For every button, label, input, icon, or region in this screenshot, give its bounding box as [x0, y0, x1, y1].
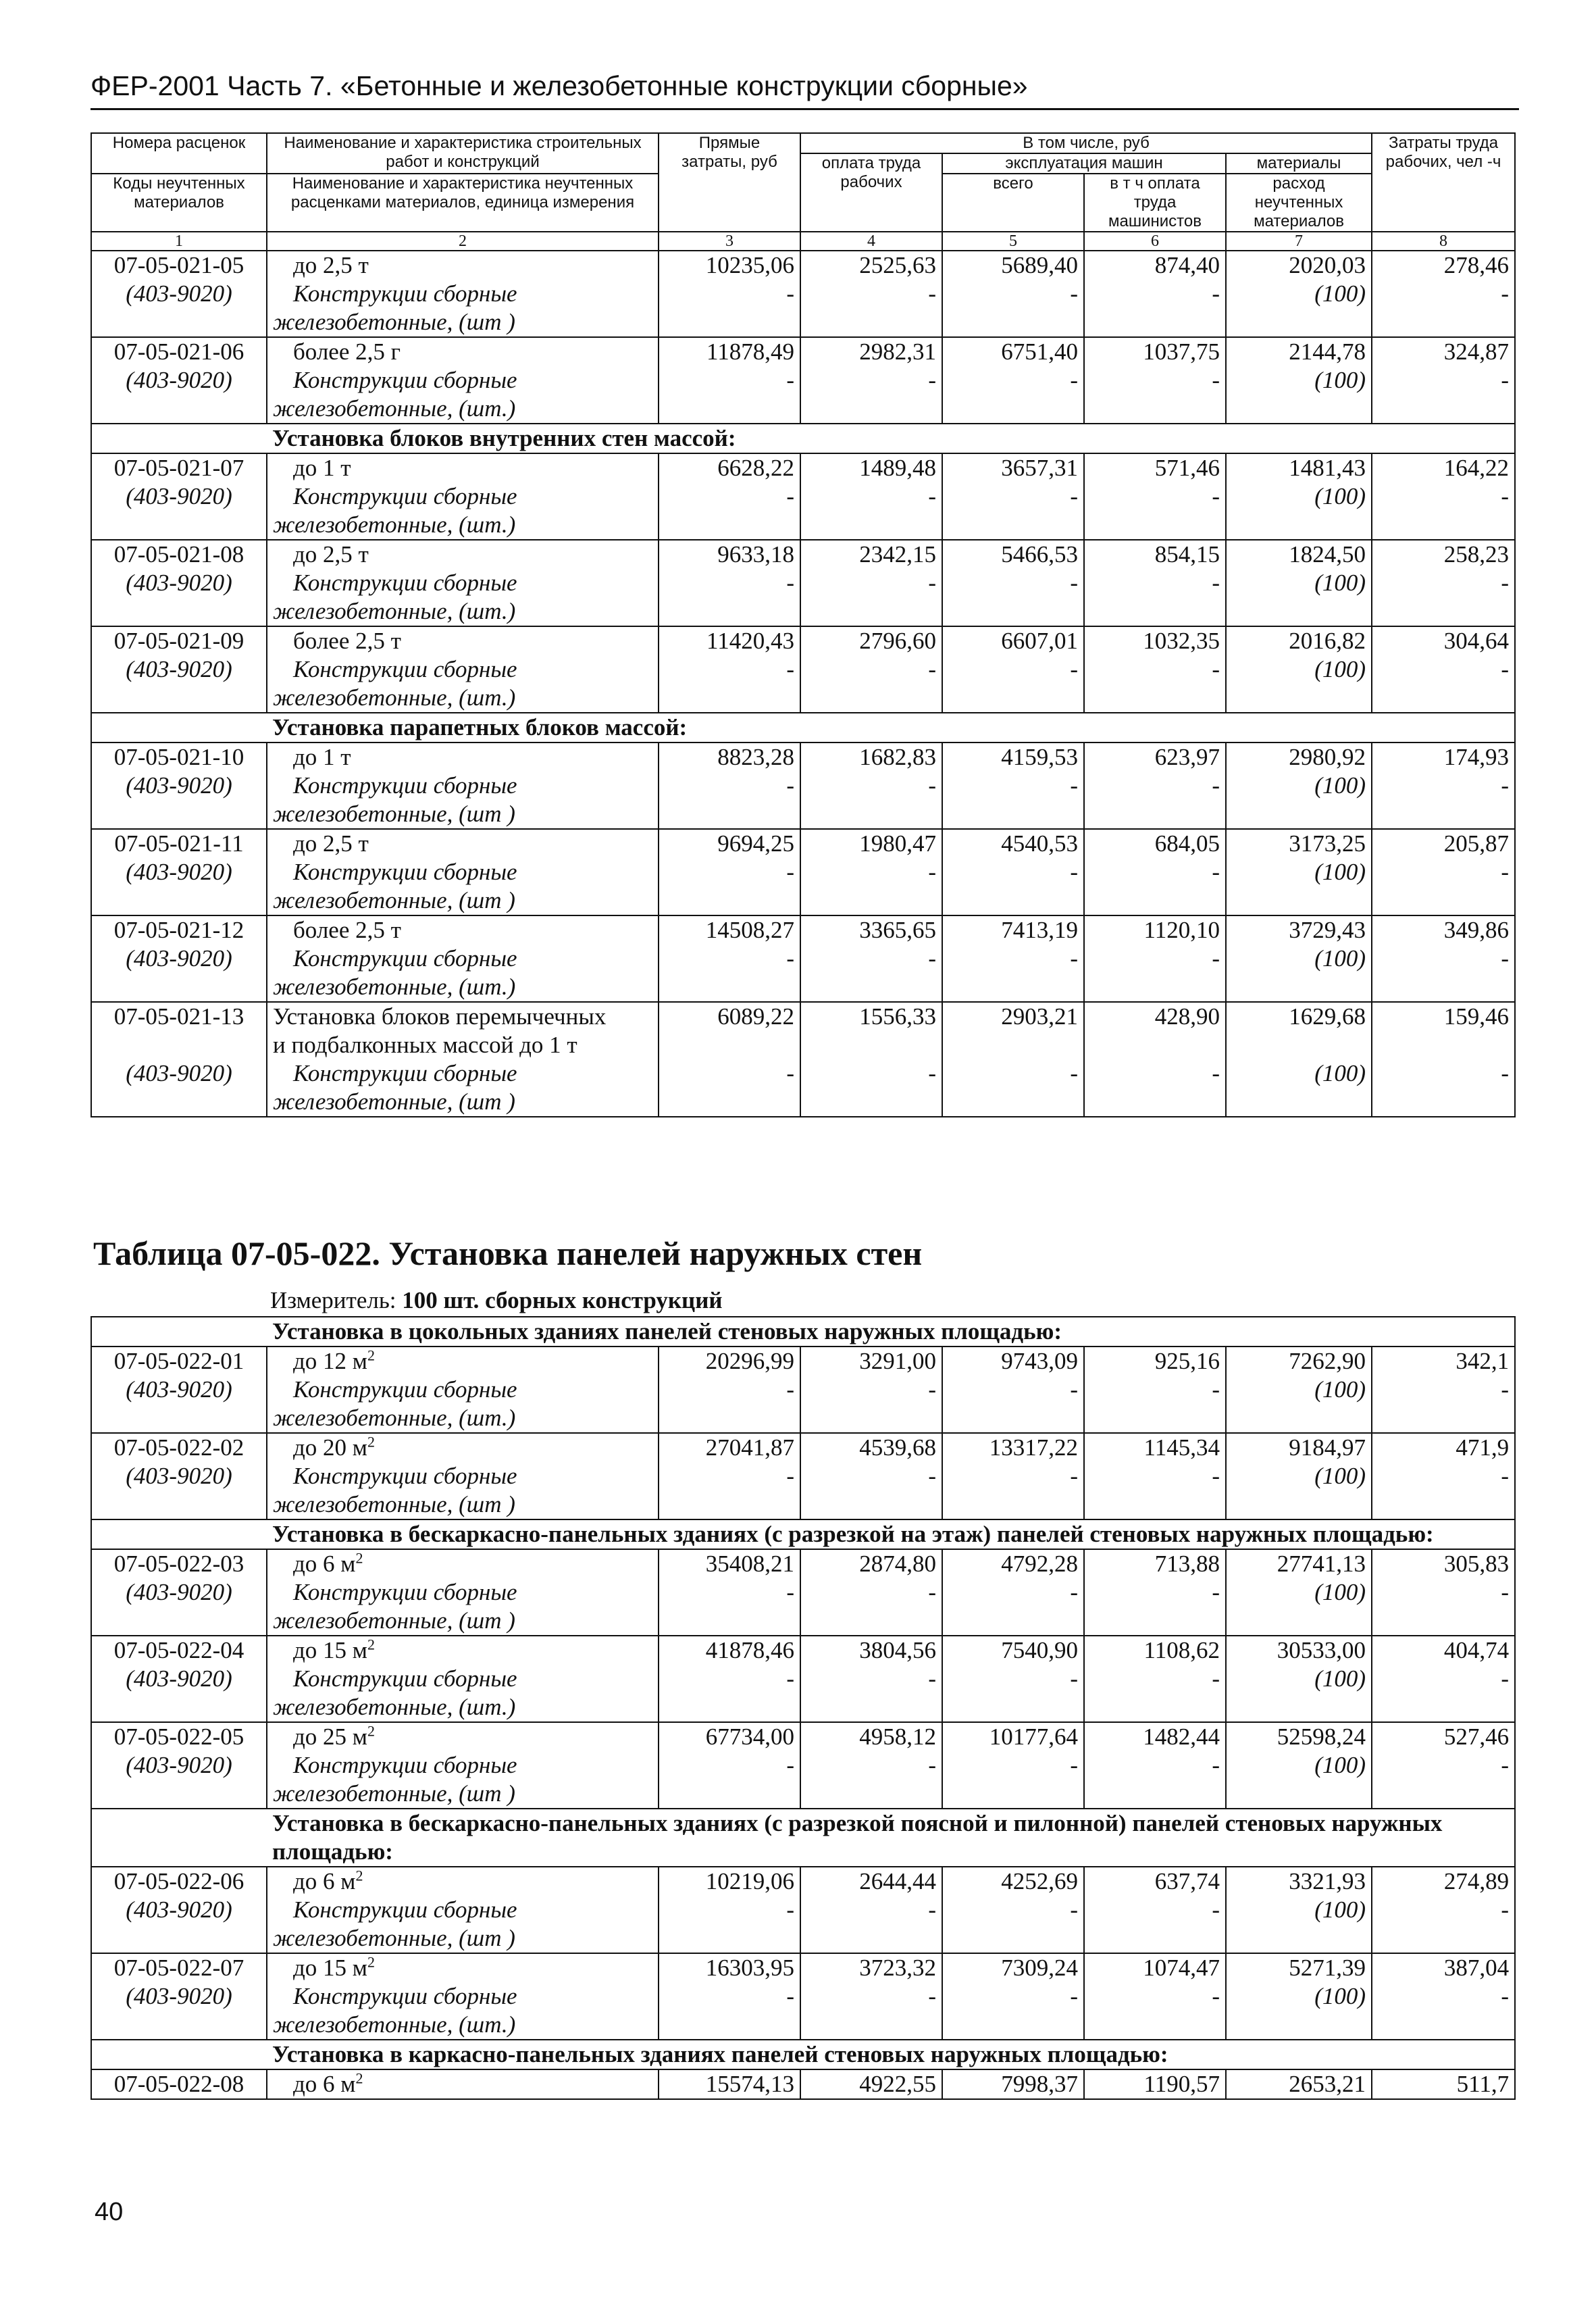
header-wages: оплата труда рабочих: [800, 153, 942, 232]
labor: 159,46 -: [1372, 1002, 1515, 1117]
col-number: 8: [1372, 232, 1515, 251]
machines-total: 4540,53 -: [942, 829, 1084, 915]
materials: 1629,68 (100): [1226, 1002, 1372, 1117]
labor: 324,87 -: [1372, 337, 1515, 424]
direct-costs: 11878,49 -: [659, 337, 800, 424]
rate-code: 07-05-021-11 (403-9020): [91, 829, 267, 915]
machinist-wages: 637,74 -: [1084, 1867, 1226, 1953]
section-row: [91, 713, 1515, 743]
wages: 3804,56 -: [800, 1636, 942, 1722]
machines-total: 2903,21 -: [942, 1002, 1084, 1117]
col-number: 1: [91, 232, 267, 251]
header-materials: материалы: [1226, 153, 1372, 174]
materials: 9184,97 (100): [1226, 1433, 1372, 1519]
labor: 278,46 -: [1372, 251, 1515, 337]
work-name: более 2,5 т Конструкции сборные железобетонные, (шт.): [267, 626, 659, 713]
machinist-wages: 1032,35 -: [1084, 626, 1226, 713]
wages: 2982,31 -: [800, 337, 942, 424]
header-machines: эксплуатация машин: [942, 153, 1226, 174]
materials: 2653,21: [1226, 2069, 1372, 2099]
wages: 4958,12 -: [800, 1722, 942, 1809]
labor: 342,1 -: [1372, 1347, 1515, 1433]
labor: 471,9 -: [1372, 1433, 1515, 1519]
machinist-wages: 684,05 -: [1084, 829, 1226, 915]
rate-code: 07-05-021-10 (403-9020): [91, 743, 267, 829]
section-row: [91, 424, 1515, 453]
machinist-wages: 571,46 -: [1084, 453, 1226, 540]
wages: 3365,65 -: [800, 915, 942, 1002]
materials: 2144,78 (100): [1226, 337, 1372, 424]
work-name: до 6 $м^2$: [267, 2069, 659, 2099]
rate-code: 07-05-021-06 (403-9020): [91, 337, 267, 424]
table-row: [91, 1867, 1515, 1953]
machines-total: 5689,40 -: [942, 251, 1084, 337]
wages: 4922,55: [800, 2069, 942, 2099]
section-title: Установка блоков внутренних стен массой:: [267, 424, 1515, 453]
work-name: до 15 $м^2$ Конструкции сборные железобетонные, (шт.): [267, 1636, 659, 1722]
work-name: до 1 т Конструкции сборные железобетонные, (шт ): [267, 743, 659, 829]
materials: 7262,90 (100): [1226, 1347, 1372, 1433]
wages: 1682,83 -: [800, 743, 942, 829]
materials: 52598,24 (100): [1226, 1722, 1372, 1809]
table-row: [91, 1953, 1515, 2040]
col-number: 2: [267, 232, 659, 251]
machinist-wages: 428,90 -: [1084, 1002, 1226, 1117]
rates-table-07-05-022: [91, 1316, 1516, 2100]
direct-costs: 6628,22 -: [659, 453, 800, 540]
rate-code: 07-05-022-08: [91, 2069, 267, 2099]
direct-costs: 67734,00 -: [659, 1722, 800, 1809]
table-row: [91, 337, 1515, 424]
meter-label: Измеритель:: [270, 1287, 396, 1313]
section-title: Установка в цокольных зданиях панелей стеновых наружных площадью:: [267, 1317, 1515, 1347]
direct-costs: 14508,27 -: [659, 915, 800, 1002]
materials: 1481,43 (100): [1226, 453, 1372, 540]
header-materials-consumption: расход неучтенных материалов: [1226, 174, 1372, 232]
rate-code: 07-05-022-04 (403-9020): [91, 1636, 267, 1722]
machines-total: 7413,19 -: [942, 915, 1084, 1002]
table-row: [91, 1636, 1515, 1722]
rate-code: 07-05-021-07 (403-9020): [91, 453, 267, 540]
table-row: [91, 1722, 1515, 1809]
table-row: [91, 1549, 1515, 1636]
labor: 387,04 -: [1372, 1953, 1515, 2040]
section-title: Установка парапетных блоков массой:: [267, 713, 1515, 743]
work-name: до 25 $м^2$ Конструкции сборные железобетонные, (шт ): [267, 1722, 659, 1809]
direct-costs: 35408,21 -: [659, 1549, 800, 1636]
section-row: [91, 1809, 1515, 1867]
table-row: [91, 626, 1515, 713]
machinist-wages: 925,16 -: [1084, 1347, 1226, 1433]
machines-total: 4252,69 -: [942, 1867, 1084, 1953]
machines-total: 5466,53 -: [942, 540, 1084, 626]
machinist-wages: 854,15 -: [1084, 540, 1226, 626]
col-number: 4: [800, 232, 942, 251]
machines-total: 4159,53 -: [942, 743, 1084, 829]
labor: 527,46 -: [1372, 1722, 1515, 1809]
work-name: до 2,5 т Конструкции сборные железобетонные, (шт ): [267, 251, 659, 337]
rate-code: 07-05-021-12 (403-9020): [91, 915, 267, 1002]
rate-code: 07-05-022-07 (403-9020): [91, 1953, 267, 2040]
header-rate-numbers: Номера расценок: [91, 133, 267, 174]
labor: 305,83 -: [1372, 1549, 1515, 1636]
col-number: 3: [659, 232, 800, 251]
rate-code: 07-05-022-01 (403-9020): [91, 1347, 267, 1433]
work-name: до 6 $м^2$ Конструкции сборные железобетонные, (шт ): [267, 1549, 659, 1636]
header-unaccounted-codes: Коды неучтенных материалов: [91, 174, 267, 232]
machines-total: 4792,28 -: [942, 1549, 1084, 1636]
wages: 2644,44 -: [800, 1867, 942, 1953]
labor: 274,89 -: [1372, 1867, 1515, 1953]
machines-total: 6607,01 -: [942, 626, 1084, 713]
work-name: до 6 $м^2$ Конструкции сборные железобетонные, (шт ): [267, 1867, 659, 1953]
materials: 1824,50 (100): [1226, 540, 1372, 626]
machinist-wages: 1190,57: [1084, 2069, 1226, 2099]
work-name: до 2,5 т Конструкции сборные железобетонные, (шт.): [267, 540, 659, 626]
header-labor-costs: Затраты труда рабочих, чел -ч: [1372, 133, 1515, 232]
labor: 164,22 -: [1372, 453, 1515, 540]
page-number: 40: [95, 2198, 124, 2226]
section-title: Установка в бескаркасно-панельных зданиях (с разрезкой на этаж) панелей стеновых наружных площадью:: [267, 1519, 1515, 1549]
table-row: [91, 453, 1515, 540]
wages: 1489,48 -: [800, 453, 942, 540]
wages: 2525,63 -: [800, 251, 942, 337]
work-name: более 2,5 т Конструкции сборные железобетонные, (шт.): [267, 915, 659, 1002]
machinist-wages: 1108,62 -: [1084, 1636, 1226, 1722]
rate-code: 07-05-022-05 (403-9020): [91, 1722, 267, 1809]
labor: 205,87 -: [1372, 829, 1515, 915]
materials: 5271,39 (100): [1226, 1953, 1372, 2040]
machines-total: 7998,37: [942, 2069, 1084, 2099]
header-machinist-wages: в т ч оплата труда машинистов: [1084, 174, 1226, 232]
machines-total: 13317,22 -: [942, 1433, 1084, 1519]
col-number: 7: [1226, 232, 1372, 251]
direct-costs: 8823,28 -: [659, 743, 800, 829]
direct-costs: 6089,22 -: [659, 1002, 800, 1117]
machines-total: 6751,40 -: [942, 337, 1084, 424]
section-title: Установка в бескаркасно-панельных зданиях (с разрезкой поясной и пилонной) панелей стеновых наружных площадью:: [267, 1809, 1515, 1867]
section-row: [91, 2040, 1515, 2069]
col-number: 6: [1084, 232, 1226, 251]
materials: 2020,03 (100): [1226, 251, 1372, 337]
header-rule: [91, 108, 1519, 110]
table-row: [91, 743, 1515, 829]
header-including: В том числе, руб: [800, 133, 1372, 153]
machines-total: 7309,24 -: [942, 1953, 1084, 2040]
direct-costs: 15574,13: [659, 2069, 800, 2099]
direct-costs: 9694,25 -: [659, 829, 800, 915]
materials: 27741,13 (100): [1226, 1549, 1372, 1636]
machinist-wages: 1482,44 -: [1084, 1722, 1226, 1809]
table-title: Таблица 07-05-022. Установка панелей наружных стен: [93, 1234, 923, 1272]
wages: 3723,32 -: [800, 1953, 942, 2040]
machinist-wages: 623,97 -: [1084, 743, 1226, 829]
table-row: [91, 915, 1515, 1002]
col-number: 5: [942, 232, 1084, 251]
labor: 258,23 -: [1372, 540, 1515, 626]
machines-total: 7540,90 -: [942, 1636, 1084, 1722]
labor: 349,86 -: [1372, 915, 1515, 1002]
rate-code: 07-05-021-05 (403-9020): [91, 251, 267, 337]
machines-total: 3657,31 -: [942, 453, 1084, 540]
machines-total: 10177,64 -: [942, 1722, 1084, 1809]
materials: 3173,25 (100): [1226, 829, 1372, 915]
rate-code: 07-05-021-08 (403-9020): [91, 540, 267, 626]
work-name: до 15 $м^2$ Конструкции сборные железобетонные, (шт.): [267, 1953, 659, 2040]
labor: 404,74 -: [1372, 1636, 1515, 1722]
section-title: Установка в каркасно-панельных зданиях панелей стеновых наружных площадью:: [267, 2040, 1515, 2069]
wages: 2342,15 -: [800, 540, 942, 626]
wages: 4539,68 -: [800, 1433, 942, 1519]
work-name: Установка блоков перемычечных и подбалконных массой до 1 т Конструкции сборные железобетонные, (шт ): [267, 1002, 659, 1117]
direct-costs: 16303,95 -: [659, 1953, 800, 2040]
table-row: [91, 829, 1515, 915]
rate-code: 07-05-022-06 (403-9020): [91, 1867, 267, 1953]
direct-costs: 41878,46 -: [659, 1636, 800, 1722]
materials: 2980,92 (100): [1226, 743, 1372, 829]
labor: 304,64 -: [1372, 626, 1515, 713]
wages: 1556,33 -: [800, 1002, 942, 1117]
header-unaccounted-names: Наименование и характеристика неучтенных расценками материалов, единица измерения: [267, 174, 659, 232]
direct-costs: 11420,43 -: [659, 626, 800, 713]
direct-costs: 27041,87 -: [659, 1433, 800, 1519]
header-work-name: Наименование и характеристика строительных работ и конструкций: [267, 133, 659, 174]
machinist-wages: 874,40 -: [1084, 251, 1226, 337]
wages: 2796,60 -: [800, 626, 942, 713]
table-row: [91, 1002, 1515, 1117]
direct-costs: 10219,06 -: [659, 1867, 800, 1953]
rate-code: 07-05-022-02 (403-9020): [91, 1433, 267, 1519]
rate-code: 07-05-022-03 (403-9020): [91, 1549, 267, 1636]
rates-table-07-05-021: [91, 132, 1516, 1117]
table-meter: [270, 1287, 723, 1314]
rate-code: 07-05-021-13 (403-9020): [91, 1002, 267, 1117]
table-row: [91, 2069, 1515, 2099]
wages: 2874,80 -: [800, 1549, 942, 1636]
table-row: [91, 251, 1515, 337]
wages: 3291,00 -: [800, 1347, 942, 1433]
labor: 511,7: [1372, 2069, 1515, 2099]
work-name: до 12 $м^2$ Конструкции сборные железобетонные, (шт.): [267, 1347, 659, 1433]
materials: 3321,93 (100): [1226, 1867, 1372, 1953]
machinist-wages: 1037,75 -: [1084, 337, 1226, 424]
machines-total: 9743,09 -: [942, 1347, 1084, 1433]
direct-costs: 9633,18 -: [659, 540, 800, 626]
rate-code: 07-05-021-09 (403-9020): [91, 626, 267, 713]
section-row: [91, 1519, 1515, 1549]
table-row: [91, 1347, 1515, 1433]
work-name: до 1 т Конструкции сборные железобетонные, (шт.): [267, 453, 659, 540]
materials: 2016,82 (100): [1226, 626, 1372, 713]
labor: 174,93 -: [1372, 743, 1515, 829]
direct-costs: 10235,06 -: [659, 251, 800, 337]
work-name: до 2,5 т Конструкции сборные железобетонные, (шт ): [267, 829, 659, 915]
direct-costs: 20296,99 -: [659, 1347, 800, 1433]
page-header: ФЕР-2001 Часть 7. «Бетонные и железобетонные конструкции сборные»: [91, 70, 1028, 101]
materials: 30533,00 (100): [1226, 1636, 1372, 1722]
meter-value: 100 шт. сборных конструкций: [402, 1287, 723, 1313]
header-machines-total: всего: [942, 174, 1084, 232]
machinist-wages: 1074,47 -: [1084, 1953, 1226, 2040]
section-row: [91, 1317, 1515, 1347]
work-name: до 20 $м^2$ Конструкции сборные железобетонные, (шт ): [267, 1433, 659, 1519]
materials: 3729,43 (100): [1226, 915, 1372, 1002]
work-name: более 2,5 г Конструкции сборные железобетонные, (шт.): [267, 337, 659, 424]
machinist-wages: 713,88 -: [1084, 1549, 1226, 1636]
machinist-wages: 1120,10 -: [1084, 915, 1226, 1002]
machinist-wages: 1145,34 -: [1084, 1433, 1226, 1519]
table-row: [91, 1433, 1515, 1519]
header-direct-costs: Прямые затраты, руб: [659, 133, 800, 232]
wages: 1980,47 -: [800, 829, 942, 915]
table-row: [91, 540, 1515, 626]
